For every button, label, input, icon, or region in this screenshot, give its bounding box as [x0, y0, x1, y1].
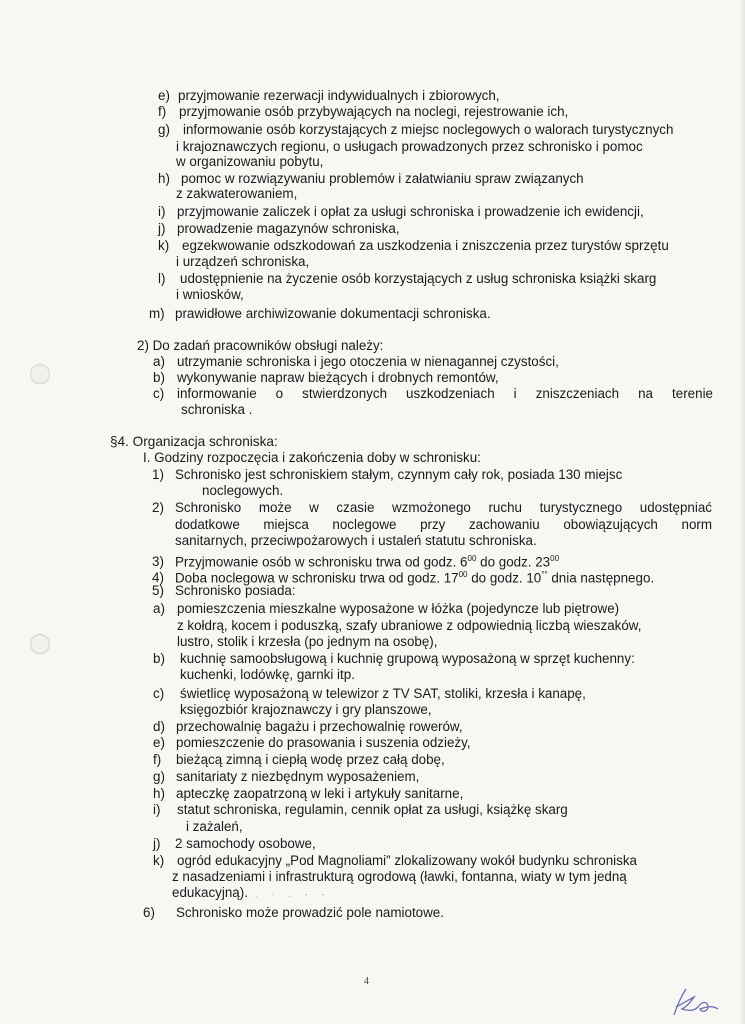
point-5: 5) Schronisko posiada: [152, 583, 296, 598]
page-number: 4 [364, 976, 369, 987]
point-5-item-g: g) sanitariaty z niezbędnym wyposażeniem, [153, 769, 420, 784]
item-l: l) udostępnienie na życzenie osób korzystających z usług schroniska książki skarg [158, 271, 657, 286]
item-k: k) egzekwowanie odszkodowań za uszkodzenia i zniszczenia przez turystów sprzętu [158, 238, 669, 253]
point-5-item-k-line3: edukacyjną). [172, 885, 248, 900]
point-5-item-h: h) apteczkę zaopatrzoną w leki i artykuły sanitarne, [153, 786, 464, 801]
point-5-item-c: c) świetlicę wyposażoną w telewizor z TV SAT, stoliki, krzesła i kanapę, [153, 686, 586, 701]
punch-hole-upper [30, 364, 50, 384]
point-5-item-i-line2: i zażaleń, [186, 819, 243, 834]
item-l-line2: i wniosków, [176, 287, 244, 302]
item-h-line2: z zakwaterowaniem, [176, 186, 298, 201]
point-5-item-i: i) statut schroniska, regulamin, cennik opłat za usługi, książkę skarg [153, 802, 568, 817]
point-3: 3) Przyjmowanie osób w schronisku trwa od godz. $6^{00}$ do godz. $23^{00}$ [152, 554, 560, 570]
item-g: g) informowanie osób korzystających z miejsc noclegowych o walorach turystycznych [158, 122, 674, 137]
point-5-item-a-line3: lustro, stolik i krzesła (po jednym na osobę), [177, 634, 438, 649]
item-m: m) prawidłowe archiwizowanie dokumentacji schroniska. [149, 306, 491, 321]
section2-item-c-line2: schroniska . [181, 402, 253, 417]
point-4: 4) Doba noclegowa w schronisku trwa od godz. $17^{00}$ do godz. 10°° dnia następnego. [152, 570, 655, 586]
item-k-line2: i urządzeń schroniska, [176, 254, 310, 269]
item-f: f) przyjmowanie osób przybywających na noclegi, rejestrowanie ich, [158, 104, 569, 119]
section2-item-b: b) wykonywanie napraw bieżących i drobnych remontów, [153, 370, 499, 385]
point-2-line2: dodatkowe miejsca noclegowe przy zachowaniu obowiązujących norm [175, 517, 712, 532]
punch-hole-lower [30, 634, 50, 654]
page-edge-shadow [739, 0, 745, 1024]
point-5-item-b: b) kuchnię samoobsługową i kuchnię grupową wyposażoną w sprzęt kuchenny: [153, 651, 635, 666]
point-5-item-j: j) 2 samochody osobowe, [153, 836, 316, 851]
item-i: i) przyjmowanie zaliczek i opłat za usługi schroniska i prowadzenie ich ewidencji, [158, 204, 644, 219]
point-5-item-k: k) ogród edukacyjny „Pod Magnoliami” zlokalizowany wokół budynku schroniska [153, 853, 637, 868]
point-5-item-k-line2: z nasadzeniami i infrastrukturą ogrodową (ławki, fontanna, wiaty w tym jedną [172, 869, 627, 884]
section2-item-c: c) informowanie o stwierdzonych uszkodzeniach i zniszczeniach na terenie [153, 386, 713, 401]
section2-item-a: a) utrzymanie schroniska i jego otoczenia w nienagannej czystości, [153, 354, 559, 369]
item-j: j) prowadzenie magazynów schroniska, [158, 221, 400, 236]
section4-subheading: I. Godziny rozpoczęcia i zakończenia doby w schronisku: [143, 450, 481, 465]
item-e: e) przyjmowanie rezerwacji indywidualnych i zbiorowych, [158, 88, 500, 103]
point-2: 2) Schronisko może w czasie wzmożonego ruchu turystycznego udostępniać [152, 500, 712, 515]
point-2-line3: sanitarnych, przeciwpożarowych i ustaleń statutu schroniska. [175, 533, 537, 548]
point-5-item-b-line2: kuchenki, lodówkę, garnki itp. [180, 667, 355, 682]
point-5-item-a: a) pomieszczenia mieszkalne wyposażone w łóżka (pojedyncze lub piętrowe) [153, 601, 620, 616]
item-h: h) pomoc w rozwiązywaniu problemów i załatwianiu spraw związanych [158, 171, 584, 186]
point-1-line2: noclegowych. [202, 483, 284, 498]
point-5-item-e: e) pomieszczenie do prasowania i suszenia odzieży, [153, 735, 471, 750]
section2-heading: 2) Do zadań pracowników obsługi należy: [137, 338, 384, 353]
handwritten-initials-icon [668, 985, 728, 1019]
point-5-item-f: f) bieżącą zimną i ciepłą wodę przez całą dobę, [153, 752, 445, 767]
point-5-item-d: d) przechowalnię bagażu i przechowalnię rowerów, [153, 719, 463, 734]
point-5-item-c-line2: księgozbiór krajoznawczy i gry planszowe, [180, 702, 432, 717]
point-5-item-a-line2: z kołdrą, kocem i poduszką, szafy ubraniowe z odpowiednią liczbą wieszaków, [177, 618, 642, 633]
point-6: 6) Schronisko może prowadzić pole namiotowe. [143, 905, 444, 920]
item-g-line3: w organizowaniu pobytu, [176, 154, 324, 169]
section4-heading: §4. Organizacja schroniska: [110, 434, 278, 449]
item-g-line2: i krajoznawczych regionu, o usługach prowadzonych przez schronisko i pomoc [176, 139, 643, 154]
point-1: 1) Schronisko jest schroniskiem stałym, czynnym cały rok, posiada 130 miejsc [152, 467, 623, 482]
stray-dots: . · . - - [255, 890, 331, 899]
